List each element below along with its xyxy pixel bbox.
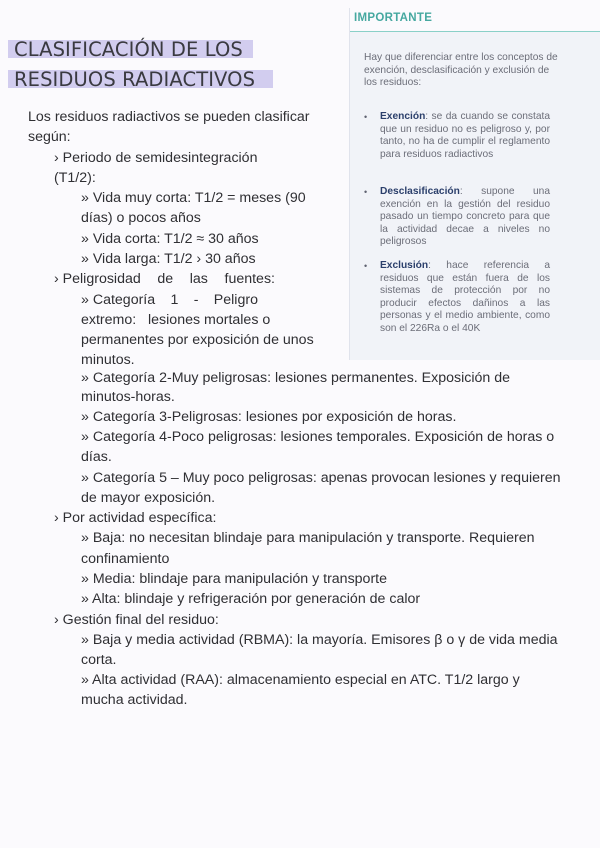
definition: : hace referencia a residuos que están fuera de los sistemas de protección por no producir efectos dañinos a las personas y el medio ambiente, como son el 226Ra o el 40K xyxy=(380,260,550,334)
list-item: » Vida larga: T1/2 › 30 años xyxy=(81,251,256,267)
list-item: confinamiento xyxy=(81,551,170,567)
list-heading-activity: › Por actividad específica: xyxy=(54,510,217,526)
word: 1 xyxy=(170,292,179,308)
list-item: » Categoría 3-Peligrosas: lesiones por exposición de horas. xyxy=(81,409,457,425)
list-item: minutos. xyxy=(81,352,135,368)
term: Desclasificación xyxy=(380,186,460,197)
sidebar-item-desclasificacion xyxy=(364,186,550,249)
sidebar-item-text xyxy=(380,111,550,161)
word: › Peligrosidad xyxy=(54,271,141,287)
title-text-1: CLASIFICACIÓN DE LOS xyxy=(14,38,243,61)
intro-text: según: xyxy=(28,129,71,145)
list-item: » Categoría 4-Poco peligrosas: lesiones temporales. Exposición de horas o xyxy=(81,429,555,445)
bullet-icon: • xyxy=(364,261,368,271)
word: de xyxy=(157,271,174,287)
word: Peligro xyxy=(213,292,258,308)
bullet-icon: • xyxy=(364,187,368,197)
list-item: » Categoría 5 – Muy poco peligrosas: apenas provocan lesiones y requieren xyxy=(81,470,561,486)
list-item: » Vida muy corta: T1/2 = meses (90 xyxy=(81,190,306,206)
list-item: » Media: blindaje para manipulación y transporte xyxy=(81,571,388,587)
list-item: mucha actividad. xyxy=(81,692,188,708)
intro-text: Los residuos radiactivos se pueden clasificar xyxy=(28,109,310,125)
page-title-line-2 xyxy=(8,68,259,92)
list-item: días) o pocos años xyxy=(81,210,201,226)
list-item xyxy=(81,290,258,310)
list-item: » Vida corta: T1/2 ≈ 30 años xyxy=(81,231,259,247)
list-item: días. xyxy=(81,449,112,465)
term: Exclusión xyxy=(380,260,429,271)
list-item: extremo: lesiones mortales o xyxy=(81,312,271,328)
sidebar-item-text xyxy=(380,186,550,249)
definition: : se da cuando se constata que un residuo no es peligroso y, por tanto, no ha de cumplir el reglamento para residuos radiactivos xyxy=(380,111,550,160)
list-item: » Baja: no necesitan blindaje para manipulación y transporte. Requieren xyxy=(81,530,535,546)
sidebar-item-exencion xyxy=(364,111,550,161)
sidebar-heading: IMPORTANTE xyxy=(354,12,433,24)
list-heading-period: › Periodo de semidesintegración xyxy=(54,150,258,166)
sidebar-intro: Hay que diferenciar entre los conceptos de exención, desclasificación y exclusión de los residuos: xyxy=(364,52,558,89)
list-item: » Baja y media actividad (RBMA): la mayoría. Emisores β o γ de vida media xyxy=(81,632,558,648)
word: - xyxy=(193,292,199,308)
list-item: » Alta: blindaje y refrigeración por generación de calor xyxy=(81,591,421,607)
list-item: » Categoría 2-Muy peligrosas: lesiones permanentes. Exposición de xyxy=(81,370,511,386)
word: las xyxy=(189,271,208,287)
word: fuentes: xyxy=(224,271,275,287)
important-sidebar xyxy=(349,8,600,360)
list-item: » Alta actividad (RAA): almacenamiento especial en ATC. T1/2 largo y xyxy=(81,672,520,688)
definition: : supone una exención en la gestión del residuo pasado un tiempo concreto para que la actividad decae a niveles no peligrosos xyxy=(380,186,550,248)
term: Exención xyxy=(380,111,426,122)
list-item: permanentes por exposición de unos xyxy=(81,332,314,348)
sidebar-item-text xyxy=(380,260,550,336)
list-item: minutos-horas. xyxy=(81,389,175,405)
sidebar-item-exclusion xyxy=(364,260,550,336)
list-item: corta. xyxy=(81,652,117,668)
word: » Categoría xyxy=(81,292,156,308)
sidebar-header xyxy=(350,8,600,32)
list-heading-danger xyxy=(54,269,275,289)
title-text-2: RESIDUOS RADIACTIVOS xyxy=(14,68,256,91)
list-heading-period: (T1/2): xyxy=(54,170,96,186)
bullet-icon: • xyxy=(364,112,368,122)
page-title-line-1 xyxy=(8,38,247,62)
list-heading-final: › Gestión final del residuo: xyxy=(54,612,219,628)
list-item: de mayor exposición. xyxy=(81,490,216,506)
